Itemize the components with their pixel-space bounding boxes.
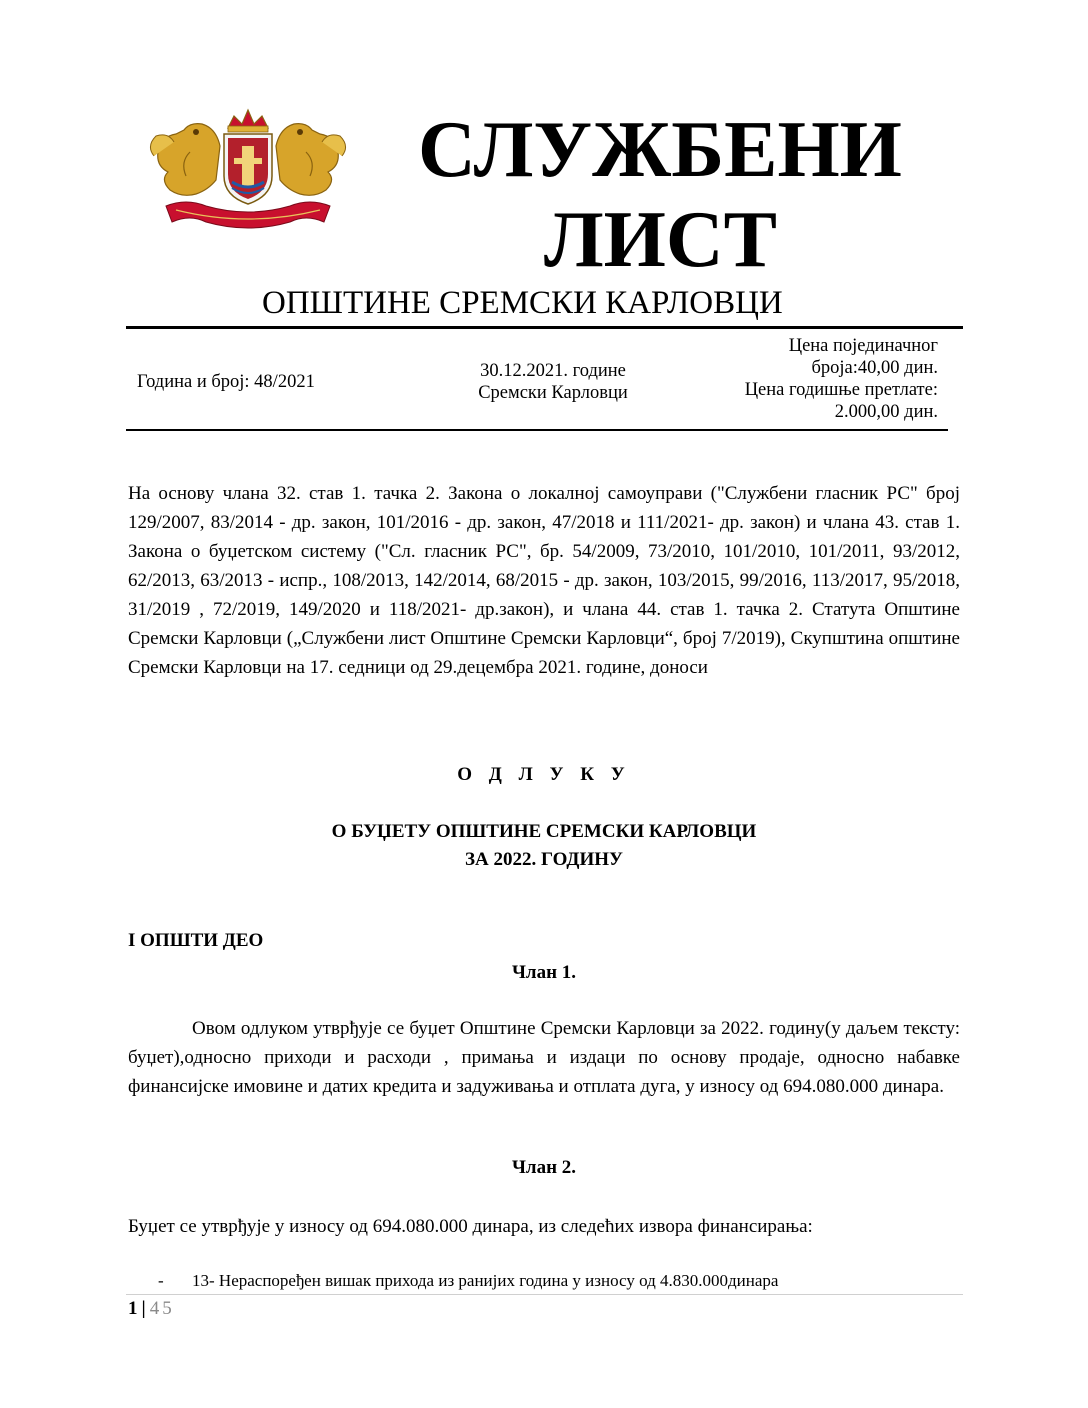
issue-place: Сремски Карловци <box>478 383 628 403</box>
issue-number: Година и број: 48/2021 <box>137 372 315 392</box>
price-info <box>700 335 938 423</box>
decision-subtitle-line2: ЗА 2022. ГОДИНУ <box>464 849 624 870</box>
header-bottom-divider <box>126 429 948 431</box>
price-single-line1: Цена појединачног <box>788 336 938 356</box>
page-number <box>128 1298 175 1320</box>
price-annual-line1: Цена годишње претлате: <box>744 380 938 400</box>
footer-divider <box>126 1294 963 1295</box>
price-single-line2: броја:40,00 дин. <box>811 358 938 378</box>
decision-subtitle <box>128 818 960 874</box>
masthead-subtitle: ОПШТИНЕ СРЕМСКИ КАРЛОВЦИ <box>262 285 783 321</box>
article1-text: Овом одлуком утврђује се буџет Општине Сремски Карловци за 2022. годину(у даљем тексту: буџет),односно приходи и расходи , примања и издаци по основу продаје, односно набавке финансијске имовине и датих кредита и задуживања и отплата дуга, у износу од 694.080.000 динара. <box>128 1018 960 1097</box>
decision-subtitle-line1: О БУЏЕТУ ОПШТИНЕ СРЕМСКИ КАРЛОВЦИ <box>331 821 757 842</box>
article1-heading: Члан 1. <box>511 962 577 983</box>
legal-basis-paragraph: На основу члана 32. став 1. тачка 2. Закона о локалној самоуправи ("Службени гласник РС" број 129/2007, 83/2014 - др. закон, 101/2016 - др. закон, 47/2018 и 111/2021- др. закон) и члана 43. став 1. Закона о буџетском систему ("Сл. гласник РС", бр. 54/2009, 73/2010, 101/2010, 101/2011, 93/2012, 62/2013, 63/2013 - испр., 108/2013, 142/2014, 68/2015 - др. закон, 103/2015, 99/2016, 113/2017, 95/2018, 31/2019 , 72/2019, 149/2020 и 118/2021- др.закон), и члана 44. став 1. тачка 2. Статута Општине Сремски Карловци („Службени лист Општине Сремски Карловци“, број 7/2019), Скупштина општине Сремски Карловци на 17. седници од 29.децембра 2021. године, доноси <box>128 483 960 678</box>
article2-heading: Члан 2. <box>511 1157 577 1178</box>
issue-date-place <box>468 360 638 404</box>
list-item-dash: - <box>158 1271 164 1290</box>
list-item-text: 13- Нераспоређен вишак прихода из ранијих година у износу од 4.830.000динара <box>192 1271 779 1290</box>
decision-title: О Д Л У К У <box>457 764 631 785</box>
price-annual-line2: 2.000,00 дин. <box>834 402 938 422</box>
list-item <box>158 1268 778 1294</box>
coat-of-arms-icon <box>146 106 350 240</box>
page-current: 1 <box>128 1298 138 1319</box>
part-heading: I ОПШТИ ДЕО <box>128 930 264 951</box>
header-top-divider <box>126 326 963 329</box>
article2-text: Буџет се утврђује у износу од 694.080.000 динара, из следећих извора финансирања: <box>128 1216 813 1237</box>
issue-date: 30.12.2021. године <box>480 361 626 381</box>
masthead-title-line1: СЛУЖБЕНИ <box>418 106 902 194</box>
masthead-title-line2: ЛИСТ <box>544 196 777 284</box>
page-total: 45 <box>149 1298 175 1319</box>
page-separator: | <box>141 1298 146 1319</box>
